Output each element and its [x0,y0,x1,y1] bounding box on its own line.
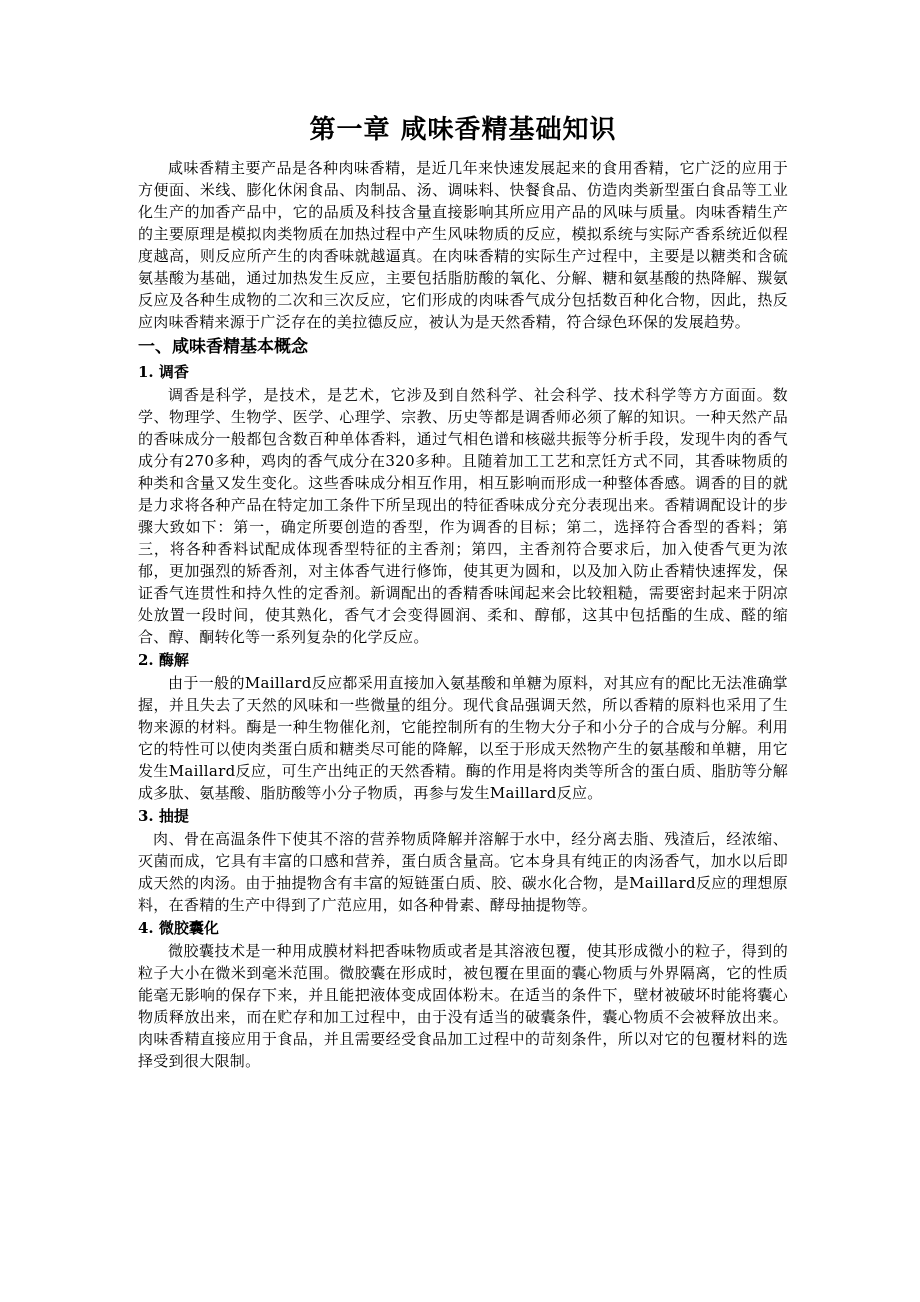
section-heading: 一、咸味香精基本概念 [138,337,308,357]
subsection-paragraph-meijie: 由于一般的Maillard反应都采用直接加入氨基酸和单糖为原料，对其应有的配比无法准确掌握，并且失去了天然的风味和一些微量的组分。现代食品强调天然，所以香精的原料也采用了生物来源的材料。酶是一种生物催化剂，它能控制所有的生物大分子和小分子的合成与分解。利用它的特性可以使肉类蛋白质和糖类尽可能的降解，以至于形成天然物产生的氨基酸和单糖，用它发生Maillard反应，可生产出纯正的天然香精。酶的作用是将肉类等所含的蛋白质、脂肪等分解成多肽、氨基酸、脂肪酸等小分子物质，再参与发生Maillard反应。 [138,674,788,802]
subsection-heading-tiaoxiang: 1. 调香 [138,363,189,381]
subsection-paragraph-tiaoxiang: 调香是科学，是技术，是艺术，它涉及到自然科学、社会科学、技术科学等方方面面。数学、物理学、生物学、医学、心理学、宗教、历史等都是调香师必须了解的知识。一种天然产品的香味成分一般都包含数百种单体香料，通过气相色谱和核磁共振等分析手段，发现牛肉的香气成分有270多种，鸡肉的香气成分在320多种。且随着加工工艺和烹饪方式不同，其香味物质的种类和含量又发生变化。这些香味成分相互作用，相互影响而形成一种整体香感。调香的目的就是力求将各种产品在特定加工条件下所呈现出的特征香味成分充分表现出来。香精调配设计的步骤大致如下：第一，确定所要创造的香型，作为调香的目标；第二，选择符合香型的香料；第三，将各种香料试配成体现香型特征的主香剂；第四，主香剂符合要求后，加入使香气更为浓郁，更加强烈的矫香剂，对主体香气进行修饰，使其更为圆和，以及加入防止香精快速挥发，保证香气连贯性和持久性的定香剂。新调配出的香精香味闻起来会比较粗糙，需要密封起来于阴凉处放置一段时间，使其熟化，香气才会变得圆润、柔和、醇郁，这其中包括酯的生成、醛的缩合、醇、酮转化等一系列复杂的化学反应。 [138,386,788,646]
subsection-heading-meijie: 2. 酶解 [138,651,189,669]
subsection-paragraph-chouti: 肉、骨在高温条件下使其不溶的营养物质降解并溶解于水中，经分离去脂、残渣后，经浓缩、灭菌而成，它具有丰富的口感和营养，蛋白质含量高。它本身具有纯正的肉汤香气，加水以后即成天然的肉汤。由于抽提物含有丰富的短链蛋白质、胶、碳水化合物，是Maillard反应的理想原料，在香精的生产中得到了广范应用，如各种骨素、酵母抽提物等。 [138,830,788,914]
chapter-title: 第一章 咸味香精基础知识 [309,115,617,145]
subsection-heading-chouti: 3. 抽提 [138,807,189,825]
intro-paragraph: 咸味香精主要产品是各种肉味香精，是近几年来快速发展起来的食用香精，它广泛的应用于方便面、米线、膨化休闲食品、肉制品、汤、调味料、快餐食品、仿造肉类新型蛋白食品等工业化生产的加香产品中，它的品质及科技含量直接影响其所应用产品的风味与质量。肉味香精生产的主要原理是模拟肉类物质在加热过程中产生风味物质的反应，模拟系统与实际产香系统近似程度越高，则反应所产生的肉香味就越逼真。在肉味香精的实际生产过程中，主要是以糖类和含硫氨基酸为基础，通过加热发生反应，主要包括脂肪酸的氧化、分解、糖和氨基酸的热降解、羰氨反应及各种生成物的二次和三次反应，它们形成的肉味香气成分包括数百种化合物，因此，热反应肉味香精来源于广泛存在的美拉德反应，被认为是天然香精，符合绿色环保的发展趋势。 [138,159,788,331]
subsection-paragraph-weijiaonang: 微胶囊技术是一种用成膜材料把香味物质或者是其溶液包覆，使其形成微小的粒子，得到的粒子大小在微米到毫米范围。微胶囊在形成时，被包覆在里面的囊心物质与外界隔离，它的性质能毫无影响的保存下来，并且能把液体变成固体粉末。在适当的条件下，壁材被破坏时能将囊心物质释放出来，而在贮存和加工过程中，由于没有适当的破囊条件，囊心物质不会被释放出来。肉味香精直接应用于食品，并且需要经受食品加工过程中的苛刻条件，所以对它的包覆材料的选择受到很大限制。 [138,942,788,1070]
subsection-heading-weijiaonang: 4. 微胶囊化 [138,919,219,937]
document-page [138,112,788,1072]
